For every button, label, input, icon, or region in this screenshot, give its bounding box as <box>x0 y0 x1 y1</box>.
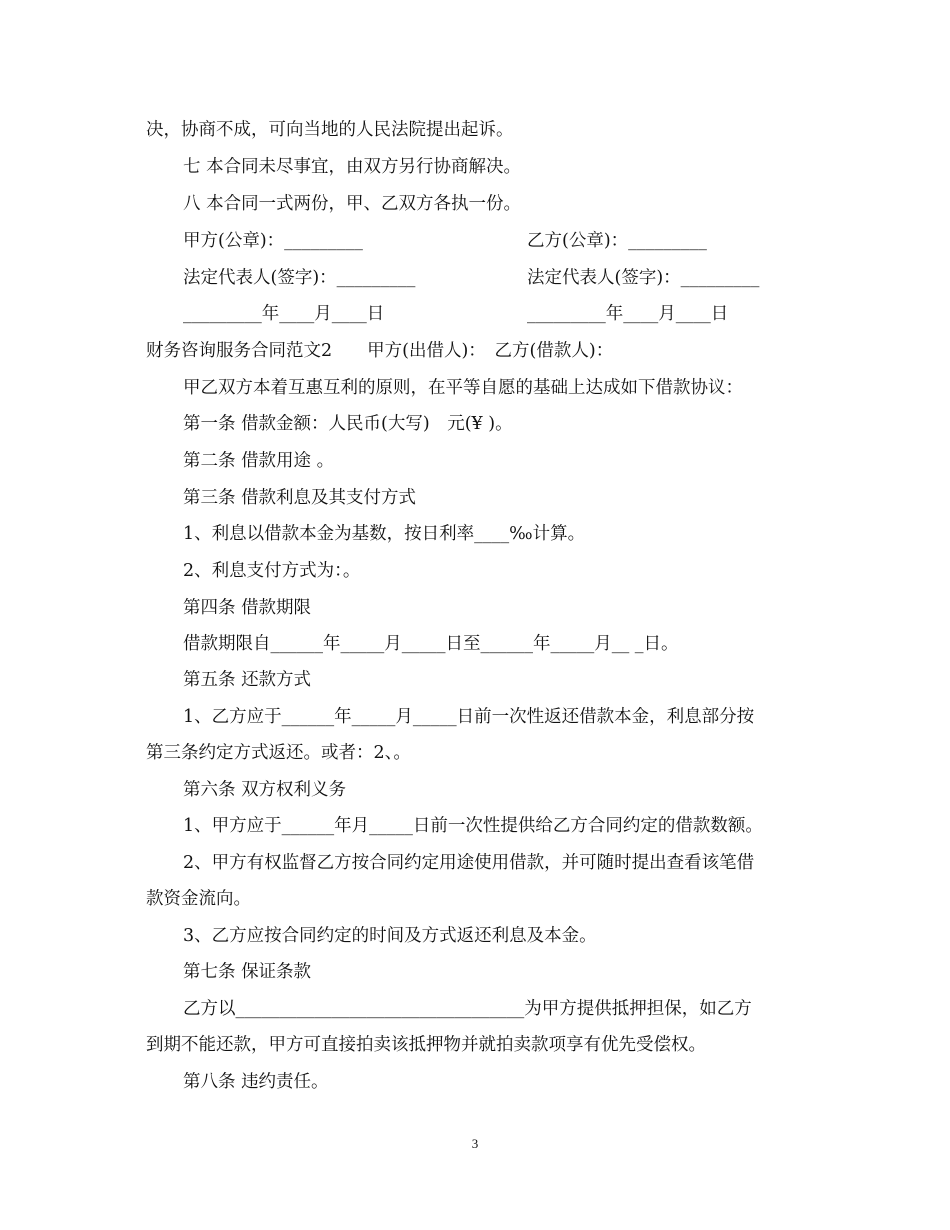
clause-heading: 第五条 还款方式 <box>183 670 312 690</box>
section-title: 财务咨询服务合同范文2 甲方(出借人)： 乙方(借款人)： <box>146 341 614 361</box>
clause-heading: 第八条 违约责任。 <box>183 1072 329 1092</box>
party-a-date: _________年____月____日 <box>183 304 385 324</box>
text-line: 八 本合同一式两份，甲、乙双方各执一份。 <box>183 194 522 214</box>
text-line: 1、乙方应于______年_____月_____日前一次性返还借款本金，利息部分按 <box>183 707 755 727</box>
party-a-representative: 法定代表人(签字)：_________ <box>183 268 416 288</box>
text-line: 1、利息以借款本金为基数，按日利率____‰计算。 <box>183 524 586 544</box>
clause-heading: 第二条 借款用途 。 <box>183 451 335 471</box>
text-line: 决，协商不成，可向当地的人民法院提出起诉。 <box>146 120 514 140</box>
text-line: 到期不能还款，甲方可直接拍卖该抵押物并就拍卖款项享有优先受偿权。 <box>146 1035 706 1055</box>
text-line: 乙方以_________________________________为甲方提供抵押担保，如乙方 <box>183 999 752 1019</box>
text-line: 借款期限自______年_____月_____日至______年_____月__ _日。 <box>183 634 679 654</box>
clause-heading: 第六条 双方权利义务 <box>183 780 347 800</box>
text-line: 七 本合同未尽事宜，由双方另行协商解决。 <box>183 157 522 177</box>
party-a-seal: 甲方(公章)：_________ <box>183 231 363 251</box>
text-line: 2、甲方有权监督乙方按合同约定用途使用借款，并可随时提出查看该笔借 <box>183 853 755 873</box>
clause-heading: 第三条 借款利息及其支付方式 <box>183 488 417 508</box>
page-number: 3 <box>471 1136 479 1151</box>
text-line: 第三条约定方式返还。或者：2、。 <box>146 743 411 763</box>
text-line: 2、利息支付方式为：。 <box>183 561 361 581</box>
clause-heading: 第一条 借款金额：人民币(大写) 元(¥ )。 <box>183 414 513 434</box>
clause-heading: 第七条 保证条款 <box>183 962 312 982</box>
text-line: 3、乙方应按合同约定的时间及方式返还利息及本金。 <box>183 926 597 946</box>
text-line: 1、甲方应于______年月_____日前一次性提供给乙方合同约定的借款数额。 <box>183 816 763 836</box>
text-line: 甲乙双方本着互惠互利的原则，在平等自愿的基础上达成如下借款协议： <box>183 378 743 398</box>
party-b-seal: 乙方(公章)：_________ <box>527 231 707 251</box>
party-b-representative: 法定代表人(签字)：_________ <box>527 268 760 288</box>
party-b-date: _________年____月____日 <box>527 304 729 324</box>
text-line: 款资金流向。 <box>146 889 251 909</box>
clause-heading: 第四条 借款期限 <box>183 598 312 618</box>
